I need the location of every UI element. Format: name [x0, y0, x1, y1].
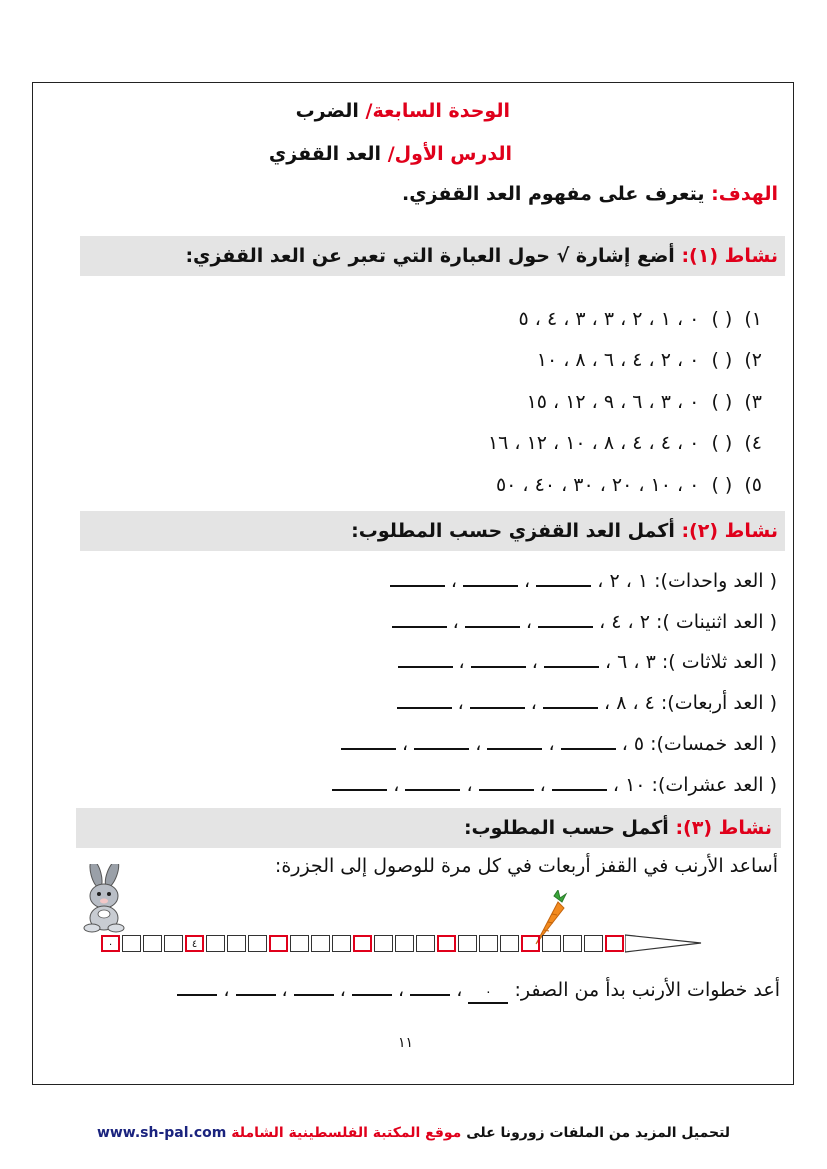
answer-blank[interactable]: [397, 693, 452, 709]
activity3-label: نشاط (٣):: [675, 817, 772, 839]
activity1-item[interactable]: [537, 349, 762, 371]
answer-blank[interactable]: [463, 571, 518, 587]
answer-blank[interactable]: [390, 571, 445, 587]
mark-label: ٤: [191, 939, 198, 950]
answer-blank[interactable]: [465, 612, 520, 628]
unit-title: [295, 100, 510, 122]
answer-blank[interactable]: [177, 980, 217, 996]
sequence: ٠ ، ١٠ ، ٢٠ ، ٣٠ ، ٤٠ ، ٥٠: [495, 474, 700, 496]
sequence: ٠ ، ٤ ، ٤ ، ٨ ، ١٠ ، ١٢ ، ١٦: [487, 432, 700, 454]
lesson-topic: العد القفزي: [268, 143, 382, 165]
activity2-heading: [90, 520, 778, 542]
item-number: ٥): [744, 474, 762, 496]
item-number: ٣): [744, 391, 762, 413]
numline-cell[interactable]: [500, 935, 519, 952]
numline-cell[interactable]: [563, 935, 582, 952]
activity3-task: أساعد الأرنب في القفز أربعات في كل مرة للوصول إلى الجزرة:: [274, 855, 778, 877]
answer-blank[interactable]: [236, 980, 276, 996]
answer-blank[interactable]: [341, 734, 396, 750]
numline-cell[interactable]: [332, 935, 351, 952]
sequence: ٠ ، ٣ ، ٦ ، ٩ ، ١٢ ، ١٥: [526, 391, 700, 413]
numline-cell[interactable]: [479, 935, 498, 952]
count-prompt: ( العد ثلاثات ): ٣ ، ٦ ،: [604, 651, 777, 673]
numline-cell[interactable]: [122, 935, 141, 952]
count-prompt: ( العد واحدات): ١ ، ٢ ،: [597, 570, 777, 592]
answer-box[interactable]: ( ): [711, 308, 733, 330]
count-prompt: ( العد اثنينات ): ٢ ، ٤ ،: [599, 611, 777, 633]
footer-text: لتحميل المزيد من الملفات زورونا على: [466, 1125, 731, 1141]
goal: [401, 183, 778, 205]
answer-box[interactable]: ( ): [711, 391, 733, 413]
item-number: ١): [744, 308, 762, 330]
goal-label: الهدف:: [711, 183, 778, 205]
numline-cell[interactable]: [416, 935, 435, 952]
numline-cell[interactable]: [164, 935, 183, 952]
goal-text: يتعرف على مفهوم العد القفزي.: [401, 183, 705, 205]
activity1-item[interactable]: [496, 474, 762, 496]
answer-blank[interactable]: [414, 734, 469, 750]
numline-cell[interactable]: [542, 935, 561, 952]
start-label: ٠: [107, 939, 114, 950]
sequence: ٠ ، ١ ، ٢ ، ٣ ، ٣ ، ٤ ، ٥: [518, 308, 700, 330]
footer-url[interactable]: www.sh-pal.com: [96, 1125, 227, 1141]
answer-blank[interactable]: [536, 571, 591, 587]
answer-blank[interactable]: [538, 612, 593, 628]
numline-cell[interactable]: [395, 935, 414, 952]
steps-prompt: أعد خطوات الأرنب بدأ من الصفر:: [514, 979, 780, 1001]
unit-label: الوحدة السابعة/: [365, 100, 510, 122]
activity2-row: ( العد أربعات): ٤ ، ٨ ، ، ،: [397, 692, 777, 714]
activity2-instruction: أكمل العد القفزي حسب المطلوب:: [351, 520, 675, 542]
numline-cell[interactable]: [374, 935, 393, 952]
activity1-item[interactable]: [488, 432, 762, 454]
answer-box[interactable]: ( ): [711, 432, 733, 454]
answer-blank[interactable]: [294, 980, 334, 996]
answer-blank[interactable]: [392, 612, 447, 628]
activity3-heading: [90, 817, 772, 839]
first-step-value: ٠: [484, 985, 492, 1000]
activity1-item[interactable]: [519, 308, 762, 330]
numline-mark-cell[interactable]: [605, 935, 624, 952]
activity2-row: ( العد خمسات): ٥ ، ، ، ،: [341, 733, 777, 755]
item-number: ٢): [744, 349, 762, 371]
count-prompt: ( العد خمسات): ٥ ،: [621, 733, 777, 755]
numline-mark-cell[interactable]: [437, 935, 456, 952]
lesson-label: الدرس الأول/: [387, 143, 512, 165]
answer-blank[interactable]: [552, 775, 607, 791]
activity2-row: ( العد عشرات): ١٠ ، ، ، ،: [332, 774, 777, 796]
answer-blank[interactable]: [405, 775, 460, 791]
numline-mark-cell[interactable]: [185, 935, 204, 952]
activity1-heading: [90, 245, 778, 267]
numline-start-cell[interactable]: [101, 935, 120, 952]
footer-site-name[interactable]: موقع المكتبة الفلسطينية الشاملة: [231, 1125, 462, 1141]
numline-cell[interactable]: [227, 935, 246, 952]
footer: [0, 1125, 827, 1141]
item-number: ٤): [744, 432, 762, 454]
answer-blank[interactable]: [479, 775, 534, 791]
answer-blank[interactable]: [470, 693, 525, 709]
steps-row: أعد خطوات الأرنب بدأ من الصفر: ٠ ، ، ، ، ،: [177, 979, 780, 1004]
numline-mark-cell[interactable]: [521, 935, 540, 952]
numline-cell[interactable]: [206, 935, 225, 952]
sequence: ٠ ، ٢ ، ٤ ، ٦ ، ٨ ، ١٠: [536, 349, 700, 371]
numline-cell[interactable]: [311, 935, 330, 952]
numline-cell[interactable]: [290, 935, 309, 952]
rabbit-icon: [74, 864, 134, 934]
answer-blank[interactable]: [544, 652, 599, 668]
numline-cell[interactable]: [143, 935, 162, 952]
activity3-instruction: أكمل حسب المطلوب:: [463, 817, 669, 839]
numline-mark-cell[interactable]: [269, 935, 288, 952]
numline-cell[interactable]: [248, 935, 267, 952]
lesson-title: [268, 143, 512, 165]
activity2-row: ( العد ثلاثات ): ٣ ، ٦ ، ، ،: [398, 651, 778, 673]
answer-blank[interactable]: [487, 734, 542, 750]
answer-blank[interactable]: [543, 693, 598, 709]
answer-blank[interactable]: [410, 980, 450, 996]
answer-blank[interactable]: [561, 734, 616, 750]
numline-cell[interactable]: [458, 935, 477, 952]
answer-box[interactable]: ( ): [711, 474, 733, 496]
unit-topic: الضرب: [295, 100, 359, 122]
pencil-tip: [625, 933, 703, 955]
answer-blank[interactable]: [352, 980, 392, 996]
page-number: ١١: [398, 1035, 414, 1051]
activity1-label: نشاط (١):: [681, 245, 778, 267]
first-step-blank[interactable]: [468, 985, 508, 1004]
answer-box[interactable]: ( ): [711, 349, 733, 371]
answer-blank[interactable]: [471, 652, 526, 668]
activity1-instruction: أضع إشارة √ حول العبارة التي تعبر عن العد القفزي:: [185, 245, 675, 267]
activity2-row: ( العد اثنينات ): ٢ ، ٤ ، ، ،: [392, 611, 777, 633]
count-prompt: ( العد أربعات): ٤ ، ٨ ،: [604, 692, 777, 714]
count-prompt: ( العد عشرات): ١٠ ،: [612, 774, 777, 796]
activity2-label: نشاط (٢):: [681, 520, 778, 542]
answer-blank[interactable]: [332, 775, 387, 791]
activity2-row: ( العد واحدات): ١ ، ٢ ، ، ،: [390, 570, 777, 592]
activity1-item[interactable]: [527, 391, 762, 413]
answer-blank[interactable]: [398, 652, 453, 668]
numline-cell[interactable]: [584, 935, 603, 952]
numline-mark-cell[interactable]: [353, 935, 372, 952]
